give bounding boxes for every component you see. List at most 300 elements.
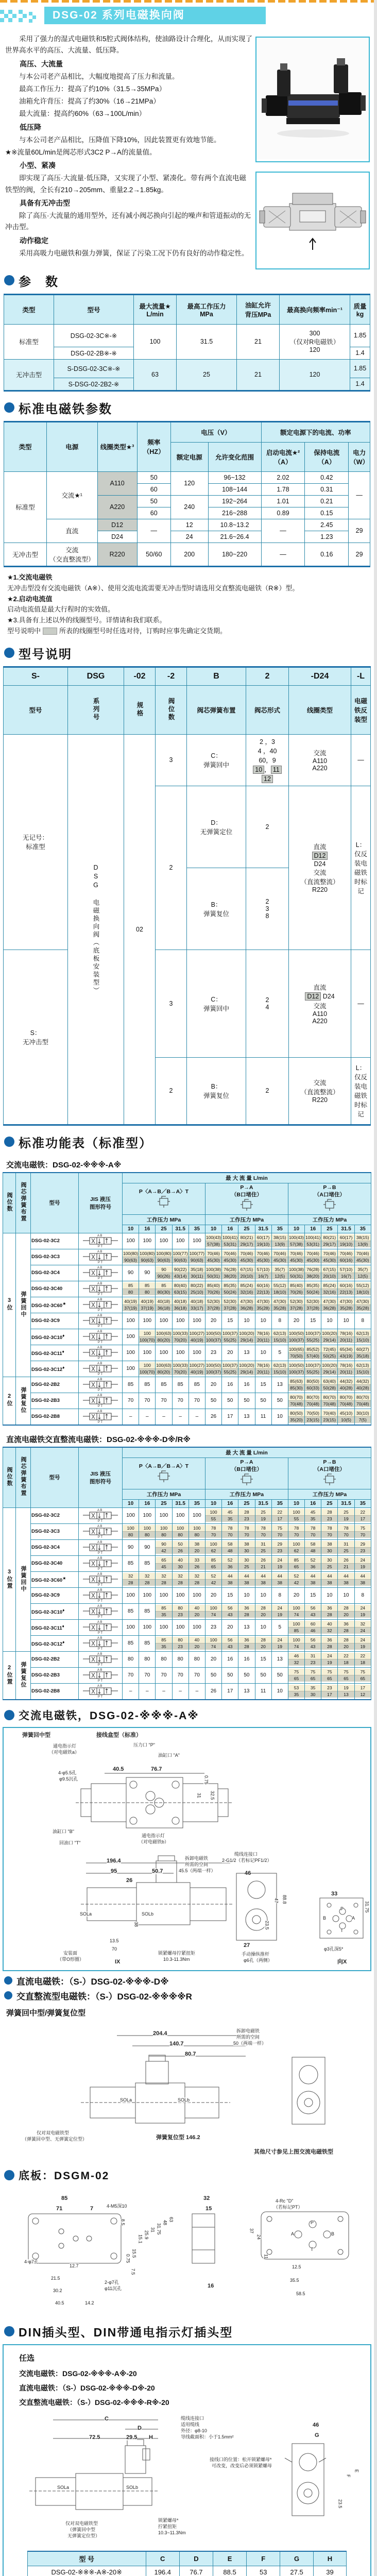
svg-text:A B: A B — [97, 1346, 102, 1349]
dimension-label: 31 — [150, 2227, 156, 2232]
hydraulic-symbol-icon — [318, 1473, 341, 1486]
flow-cell: – — [195, 1414, 199, 1420]
flow-cell: 22 17 — [355, 1509, 371, 1522]
table-row — [3, 1667, 371, 1683]
value-cell: 60 — [137, 483, 170, 495]
table-row — [3, 1393, 371, 1409]
reverse-cell: L： 仅反装电 磁铁时标记 — [351, 1057, 371, 1125]
dimension-label: 45.5（两端一样） — [179, 1868, 216, 1873]
dimension-label: G — [315, 2432, 319, 2438]
hydraulic-symbol-icon — [235, 1198, 258, 1212]
value-cell: 100 — [134, 324, 177, 359]
dimension-label: 196.4 — [107, 1857, 121, 1864]
dimension-label: 2-G1/2（若标记PF1/2） — [222, 1857, 272, 1863]
flow-cell: 85 — [128, 1608, 134, 1615]
flow-cell: 78 70 — [305, 1525, 321, 1538]
dimension-label: 12.5 — [292, 2264, 301, 2269]
flow-cell: 38 30 — [321, 1541, 337, 1554]
dimension-label: SOLb — [178, 2097, 190, 2103]
value-cell: 25 — [177, 359, 237, 391]
svg-text:A B: A B — [97, 1556, 102, 1560]
flow-cell: 100(80) 90(63) — [156, 1251, 172, 1263]
flow-cell: 11 — [260, 1688, 266, 1694]
value-cell: 216~288 — [208, 507, 261, 519]
flow-cell: 38(15) 13(9) — [355, 1234, 371, 1247]
table-row — [3, 1571, 371, 1587]
section-title: 交流电磁铁，DSG-02-※※※-A※ — [19, 1709, 199, 1722]
flow-cell: 15 — [310, 1318, 316, 1324]
flow-cell: 44 38 — [255, 1573, 271, 1586]
footnotes — [7, 572, 367, 637]
spring-cell: C： 弹簧回中 — [187, 734, 246, 786]
table-row — [3, 1329, 371, 1345]
flow-cell: 28 20 — [338, 1605, 354, 1618]
model-cell: DSG-02-3C3 — [31, 1523, 79, 1539]
flow-cell: 80(70) 70(48) — [338, 1394, 354, 1407]
flow-cell: 26 — [210, 1688, 217, 1694]
col-header: 电压（V） — [170, 421, 261, 442]
spring-cell: C： 弹簧回中 — [187, 950, 246, 1057]
flow-cell: 100 55 — [288, 1509, 304, 1522]
dimension-label: 11 — [263, 2253, 269, 2259]
dimension-label: 47 — [273, 1897, 279, 1903]
flow-cell: 70(46) 45(30) — [238, 1250, 254, 1263]
dimension-label: 4-Rc "D" — [276, 2198, 294, 2204]
flow-cell: 52(30) 37(28) — [305, 1298, 321, 1311]
model-cell: DSG-02-2B2 — [31, 1377, 79, 1393]
spool-cell: 2 ，3 4 ，40 60，9 10 ， 11 12 — [246, 734, 289, 786]
svg-text:P T: P T — [98, 1293, 103, 1296]
flow-cell: 31 23 — [305, 1653, 321, 1666]
optional-coil-box: 10 — [253, 766, 264, 774]
ac-table-label: 交流电磁铁：DSG-02-※※※-A※ — [6, 1160, 122, 1170]
section-bullet-icon — [4, 648, 14, 658]
svg-text:A B: A B — [97, 1394, 102, 1397]
flow-cell: 22 17 — [272, 1509, 288, 1522]
intro-subhead: 低压降 — [20, 123, 41, 131]
svg-text:P T: P T — [98, 1663, 103, 1666]
flow-cell: – — [179, 1414, 182, 1420]
flow-cell: 100 100(70) — [140, 1331, 155, 1343]
flow-cell: 90 42 — [156, 1541, 172, 1554]
dimension-label: 油缸口 "B" — [53, 1828, 74, 1834]
flow-cell: 20 — [210, 1318, 217, 1324]
flow-cell: 75 65 — [338, 1669, 354, 1682]
table-row — [3, 1603, 371, 1619]
dimension-label: 仅对双电磁铁型 — [37, 2130, 70, 2136]
flow-cell: 100 80 — [156, 1525, 172, 1538]
flow-cell: 16 — [227, 1656, 233, 1663]
flow-cell: 100 74 — [205, 1637, 221, 1650]
flow-cell: 36 28 — [321, 1605, 337, 1618]
flow-cell: 23 — [210, 1350, 217, 1356]
flow-cell: 85 — [144, 1382, 150, 1388]
jis-symbol-icon — [81, 1572, 119, 1586]
coil-cell: 直流 D12 D24 交流 （直流整流） R220 — [289, 786, 351, 950]
dimension-label: 40.5 — [113, 1766, 124, 1772]
dimension-label: H — [149, 2434, 153, 2441]
flow-cell: 75 65 — [321, 1669, 337, 1682]
flow-cell: 100(38) 50(31) — [288, 1267, 304, 1279]
power-cell: 交流★¹ — [46, 471, 97, 519]
table-row — [3, 1587, 371, 1603]
flow-cell: 100 — [159, 1513, 168, 1519]
flow-cell: 100 — [176, 1350, 185, 1356]
flow-cell: 67(15) 20(10) — [238, 1266, 254, 1279]
flow-cell: 38 20 — [189, 1541, 205, 1554]
power-cell: 直流 — [46, 519, 97, 543]
spool-cell: 2 4 — [246, 950, 289, 1057]
flow-cell: 80(21) 29(17) — [321, 1234, 337, 1247]
flow-cell: 10 — [343, 1592, 349, 1599]
flow-cell: 16 — [227, 1382, 233, 1388]
dimension-label: 71 — [56, 2205, 63, 2212]
flow-cell: 8 — [361, 1592, 365, 1599]
flow-cell: 100 — [143, 1624, 152, 1631]
value-cell: 1.4 — [350, 378, 370, 391]
type-cell: 标准型 — [4, 324, 54, 359]
flow-cell: 100 80 — [173, 1525, 188, 1538]
flow-cell: 10 — [260, 1592, 266, 1599]
series-cell: DSG 电磁换向阀（底板安装型） — [92, 863, 99, 995]
flow-cell: 100 — [126, 1318, 135, 1324]
flow-cell: 10 — [277, 1688, 283, 1694]
model-cell: DSG-02-3C4 — [31, 1265, 79, 1281]
table-row: 3位 弹簧回中 DSG-02-3C2 A B P T 100 100 100 100 100 100(43) 57(38) 100(41) 53(31) 80(21) 29(17) 60(17) 19(10) 38(15) 13(9) 100(43) 57(38) 100(41) 53(31) 80(21) 29(17) 60(17) 19(10) 38(15) 13(9) — [3, 1233, 371, 1249]
subplate-dimension-drawing — [4, 2187, 370, 2316]
dimension-label: 通电指示灯 — [53, 1743, 77, 1749]
flow-cell: 62(13) 15(10) — [272, 1362, 288, 1375]
flow-cell: 40 32 — [321, 1621, 337, 1634]
flow-cell: 44 38 — [355, 1573, 371, 1586]
flow-cell: 100(77) 90(63) — [189, 1251, 204, 1263]
flow-cell: 26 21 — [338, 1557, 354, 1570]
flow-cell: 24 19 — [321, 1653, 337, 1666]
flow-cell: 47(30) 35(28) — [255, 1298, 271, 1311]
flow-cell: 62(13) 15(10) — [272, 1330, 288, 1343]
flow-cell: 50 — [210, 1398, 217, 1404]
svg-text:P T: P T — [98, 1647, 103, 1650]
dimension-label: 15.5 — [131, 2248, 137, 2258]
section-bullet-icon — [4, 402, 14, 413]
page-title: DSG-02 系列电磁换向阀 — [44, 7, 266, 24]
flow-cell: 75 65 — [305, 1669, 321, 1682]
flow-cell: 52 36 — [305, 1557, 321, 1570]
value-cell: 108~144 — [208, 483, 261, 495]
product-photo — [255, 37, 370, 162]
svg-text:P T: P T — [98, 1519, 103, 1522]
flow-cell: 78(16) 20(11) — [338, 1330, 354, 1343]
flow-cell: 10 — [260, 1624, 266, 1631]
section-bullet-icon — [4, 1710, 14, 1720]
flow-cell: 44 38 — [321, 1573, 337, 1586]
flow-cell: 52(30) 37(28) — [288, 1298, 304, 1311]
flow-cell: 80 — [128, 1656, 134, 1663]
code-cell: -02 — [124, 667, 156, 685]
svg-text:A B: A B — [97, 1410, 102, 1413]
flow-cell: 63(40) 50(28) — [321, 1378, 337, 1391]
value-cell: 88.5 — [213, 2566, 246, 2576]
model-cell: DSG-02-3C10♦ — [31, 1603, 79, 1619]
model-cell: DSG-02-3C40 — [31, 1555, 79, 1571]
reverse-cell: — — [351, 950, 371, 1057]
flow-cell: 15 — [227, 1592, 233, 1599]
dimension-label: E — [354, 2469, 359, 2472]
model-cell: DSG-02-3C12♦ — [31, 1361, 79, 1377]
dimension-label: φ3孔深5* — [324, 1946, 344, 1952]
dimension-label: 安装面 — [63, 1950, 78, 1956]
flow-cell: 36 28 — [321, 1637, 337, 1650]
col-header: D — [179, 2551, 213, 2566]
flow-cell: 44 38 — [222, 1573, 238, 1586]
flow-cell: 47(30) 35(28) — [355, 1298, 371, 1311]
dimension-label: 向X — [337, 1958, 347, 1965]
flow-cell: 30(10) 7(5) — [355, 1410, 371, 1423]
dimension-label: （对电磁铁a） — [49, 1749, 80, 1755]
dimension-label: 拆卸电磁铁 — [185, 1855, 209, 1861]
flow-cell: 85 — [194, 1382, 200, 1388]
dimension-label: 27 — [244, 1942, 250, 1948]
table-row — [3, 1683, 371, 1700]
flow-cell: 44 38 — [305, 1573, 321, 1586]
value-cell: 1.23 — [305, 531, 349, 543]
value-cell: 12 — [170, 519, 208, 531]
ac-function-table-wrap — [3, 1172, 371, 1426]
flow-cell: 100 — [159, 1350, 168, 1356]
value-cell: 192~264 — [208, 495, 261, 507]
flow-cell: 44(32) 40(28) — [338, 1378, 354, 1391]
dimension-label: 23.5 — [337, 2499, 343, 2509]
svg-text:A B: A B — [97, 1330, 102, 1333]
flow-cell: 100 — [143, 1238, 152, 1244]
intro-paragraph: 除了高压·大流量的通用型外，还有减小阀芯换向引起的噪声和管道振动的无冲击型。 — [5, 212, 251, 231]
table-row: 3位置 弹簧回中 DSG-02-3C2 A B P T 100 100 100 100 100 100 55 45 35 28 23 25 19 22 17 100 55 45 35 28 23 25 19 22 17 — [3, 1507, 371, 1523]
flow-cell: 40(18) 36(18) — [173, 1298, 188, 1311]
flow-cell: 80 — [161, 1656, 167, 1663]
svg-text:A B: A B — [97, 1604, 102, 1608]
flow-cell: 44(32) 40(28) — [355, 1378, 371, 1391]
flow-cell: 10 — [260, 1350, 266, 1356]
flow-cell: 70 — [177, 1672, 183, 1679]
table-row — [4, 471, 370, 483]
dimension-label: SOLa — [57, 2484, 70, 2490]
flow-cell: 100 — [159, 1238, 168, 1244]
flow-cell: 5 — [278, 1350, 282, 1356]
value-cell: 240 — [170, 495, 208, 519]
dimension-label: SOLa — [120, 2097, 132, 2103]
flow-cell: 15 — [227, 1318, 233, 1324]
value-cell: — — [261, 543, 305, 566]
dc-function-table-wrap — [3, 1447, 371, 1700]
coil-cell: 直流 D12 D24 交流 A110 A220 — [289, 950, 351, 1057]
flow-cell: 70(40) 23(15) — [321, 1410, 337, 1423]
flow-cell: 78 70 — [321, 1525, 337, 1538]
coil-cell: A220 — [97, 495, 137, 519]
flow-cell: 100(43) 57(38) — [205, 1235, 221, 1247]
flow-cell: 31 25 — [338, 1541, 354, 1554]
flow-cell: 10 — [260, 1318, 266, 1324]
section-title: 底板：DSGM-02 — [19, 2170, 110, 2182]
flow-cell: 100 — [176, 1592, 185, 1599]
dimension-label: 12.7 — [70, 2263, 79, 2268]
model-cell: DSG-02-3C3 — [31, 1249, 79, 1265]
dimension-label: 所需的空间 — [185, 1861, 209, 1867]
flow-cell: 100(50) 100(37) — [205, 1331, 221, 1343]
dimension-label: 其他尺寸参见上图交流电磁铁型 — [254, 2148, 333, 2155]
flow-cell: 60(27) 35(18) — [355, 1346, 371, 1359]
section-title: DIN插头型、DIN带通电指示灯插头型 — [19, 2325, 233, 2339]
flow-cell: 100(50) 100(37) — [288, 1331, 304, 1343]
dimension-label: 95 — [111, 1868, 117, 1874]
code-label: 电磁铁反装型 — [351, 685, 371, 734]
value-cell: 2.45 — [305, 519, 349, 531]
flow-cell: 70 — [161, 1672, 167, 1679]
flow-cell: 90 90(26) — [156, 1266, 172, 1279]
value-cell: 31.5 — [177, 324, 237, 359]
flow-cell: 65(34) 43(19) — [338, 1346, 354, 1359]
code-label: 阀芯形式 — [246, 685, 289, 734]
col-header: 型 号 — [28, 2551, 146, 2566]
value-cell: 21.6~26.4 — [208, 531, 261, 543]
value-cell: 2.02 — [261, 471, 305, 483]
dimension-label: 33 — [331, 1890, 338, 1897]
flow-cell: 80(50) 60(33) — [305, 1378, 321, 1391]
code-cell: DSG — [68, 667, 124, 685]
dimension-label: 37 — [249, 2228, 254, 2233]
dimension-label: T — [311, 2246, 314, 2252]
svg-text:A B: A B — [97, 1620, 102, 1624]
flow-cell: 35(7) 12(5) — [355, 1266, 371, 1279]
table-row — [3, 1345, 371, 1361]
value-cell: 50 — [137, 495, 170, 507]
dimension-label: 85 — [61, 2195, 68, 2201]
flow-cell: 47(30) 36(28) — [321, 1298, 337, 1311]
svg-text:A B: A B — [97, 1652, 102, 1656]
model-cell: DSG-02-※※※-A※-20※ — [28, 2566, 146, 2576]
code-cell: 2 — [246, 667, 289, 685]
flow-cell: 40 30 — [173, 1557, 188, 1570]
power-cell: 交流 （交直整流型） — [46, 543, 97, 566]
svg-text:A B: A B — [97, 1234, 102, 1238]
flow-cell: 100 — [159, 1592, 168, 1599]
section-bullet-icon — [4, 1976, 12, 1985]
hydraulic-symbol-icon — [152, 1195, 175, 1209]
value-cell: 1.78 — [261, 483, 305, 495]
dimension-label: 48 — [162, 2219, 168, 2225]
footnote-text: 启动电流值是最大行程时的实效值。 — [7, 605, 115, 614]
jis-symbol-icon — [81, 1620, 119, 1634]
flow-cell: 26 21 — [255, 1557, 271, 1570]
optional-coil-box: D12 — [305, 992, 321, 1001]
col-header: 最高工作压力 MPa — [177, 294, 237, 324]
flow-cell: 85 — [144, 1608, 150, 1615]
dimension-label: 拧紧扭矩 — [158, 2523, 177, 2529]
optional-coil-box: 12 — [262, 775, 273, 783]
flow-cell: 35(7) 12(5) — [272, 1266, 288, 1279]
flow-cell: 78 70 — [255, 1525, 271, 1538]
flow-cell: 100 — [126, 1624, 135, 1631]
svg-text:P T: P T — [98, 1615, 103, 1618]
flow-cell: 100(41) 53(31) — [305, 1235, 321, 1247]
din-model-line: 直流电磁铁：（S-）DSG-02-※※※-D※-20 — [19, 2383, 155, 2392]
value-cell: 96~132 — [208, 471, 261, 483]
flow-cell: 85 — [144, 1640, 150, 1647]
value-cell: 60 — [137, 507, 170, 519]
flow-cell: 50 — [210, 1672, 217, 1679]
flow-cell: 35(18) 30(11) — [189, 1266, 205, 1279]
model-cell: S-DSG-02-2B2-※ — [54, 378, 134, 391]
flow-cell: 50 — [244, 1672, 250, 1679]
flow-cell: 52 42 — [205, 1573, 221, 1586]
model-cell: DSG-02-3C40 — [31, 1281, 79, 1297]
flow-cell: 32 28 — [123, 1573, 139, 1586]
flow-cell: 100(50) 100(37) — [205, 1363, 221, 1375]
svg-text:P T: P T — [98, 1245, 103, 1248]
flow-cell: 30 25 — [238, 1557, 254, 1570]
drawing-subtitle: 弹簧回中型 — [22, 1732, 50, 1738]
dimension-label: 46 — [313, 2421, 319, 2428]
flow-cell: 55(12) 18(10) — [355, 1282, 371, 1295]
dimension-label: （弹簧回中型、无弹簧定位型） — [22, 2136, 88, 2142]
dimension-label: 无弹簧定位型） — [67, 2533, 100, 2538]
model-cell: DSG-02-2B8 — [31, 1409, 79, 1425]
spring-cell: B： 弹簧复位 — [187, 1057, 246, 1125]
flow-cell: 80(70) 70(48) — [321, 1394, 337, 1407]
dimension-label: 140.7 — [169, 2040, 184, 2047]
flow-cell: 23 — [210, 1624, 217, 1631]
jis-symbol-icon — [81, 1313, 119, 1328]
flow-cell: 85(63) 85(30) — [288, 1378, 304, 1391]
dimension-label: 46 — [245, 1870, 251, 1876]
flow-cell: 8 — [361, 1318, 365, 1324]
flow-cell: 100 — [126, 1592, 135, 1599]
section-din — [4, 2323, 370, 2340]
dimension-label: 可改变，改变后必须锁紧螺母 — [212, 2463, 272, 2468]
flow-cell: 80(22) 25(10) — [189, 1282, 205, 1295]
flow-cell: 80 — [177, 1656, 183, 1663]
flow-cell: 20 — [210, 1656, 217, 1663]
col-header: F — [247, 2551, 280, 2566]
svg-text:P T: P T — [98, 1341, 103, 1344]
flow-cell: 100(80) 90(63) — [140, 1251, 155, 1263]
flow-cell: 100(27) 40(19) — [189, 1331, 204, 1343]
value-cell: — — [261, 519, 305, 543]
value-cell: 196.4 — [146, 2566, 179, 2576]
flow-cell: 70(46) 45(30) — [305, 1250, 321, 1263]
flow-cell: 100 — [193, 1592, 201, 1599]
flow-cell: 50 26 — [173, 1541, 188, 1554]
model-cell: DSG-02-3C4 — [31, 1539, 79, 1555]
svg-text:P T: P T — [98, 1551, 103, 1554]
col-header: 电源 — [46, 421, 97, 471]
value-cell: 24 — [170, 531, 208, 543]
dimension-label: 23.5 — [264, 1920, 270, 1930]
hydraulic-symbol-icon — [318, 1198, 341, 1212]
dimension-label: 72.5 — [89, 2434, 100, 2441]
intro-section — [0, 29, 374, 264]
flow-cell: 56 43 — [305, 1637, 321, 1650]
dimension-label: 32 — [203, 2195, 210, 2201]
dimension-label: 仅对双电磁铁型 — [65, 2520, 98, 2526]
dimension-label: 16 — [208, 2282, 214, 2289]
flow-cell: 80 23 — [173, 1637, 188, 1650]
dc-dimension-drawing — [4, 2021, 370, 2160]
value-cell: — — [349, 471, 370, 519]
flow-cell: 100 — [176, 1318, 185, 1324]
flow-cell: 100 — [176, 1238, 185, 1244]
dimension-label: （弹簧回中型 — [67, 2527, 96, 2532]
model-cell: DSG-02-3C2 — [31, 1233, 79, 1249]
